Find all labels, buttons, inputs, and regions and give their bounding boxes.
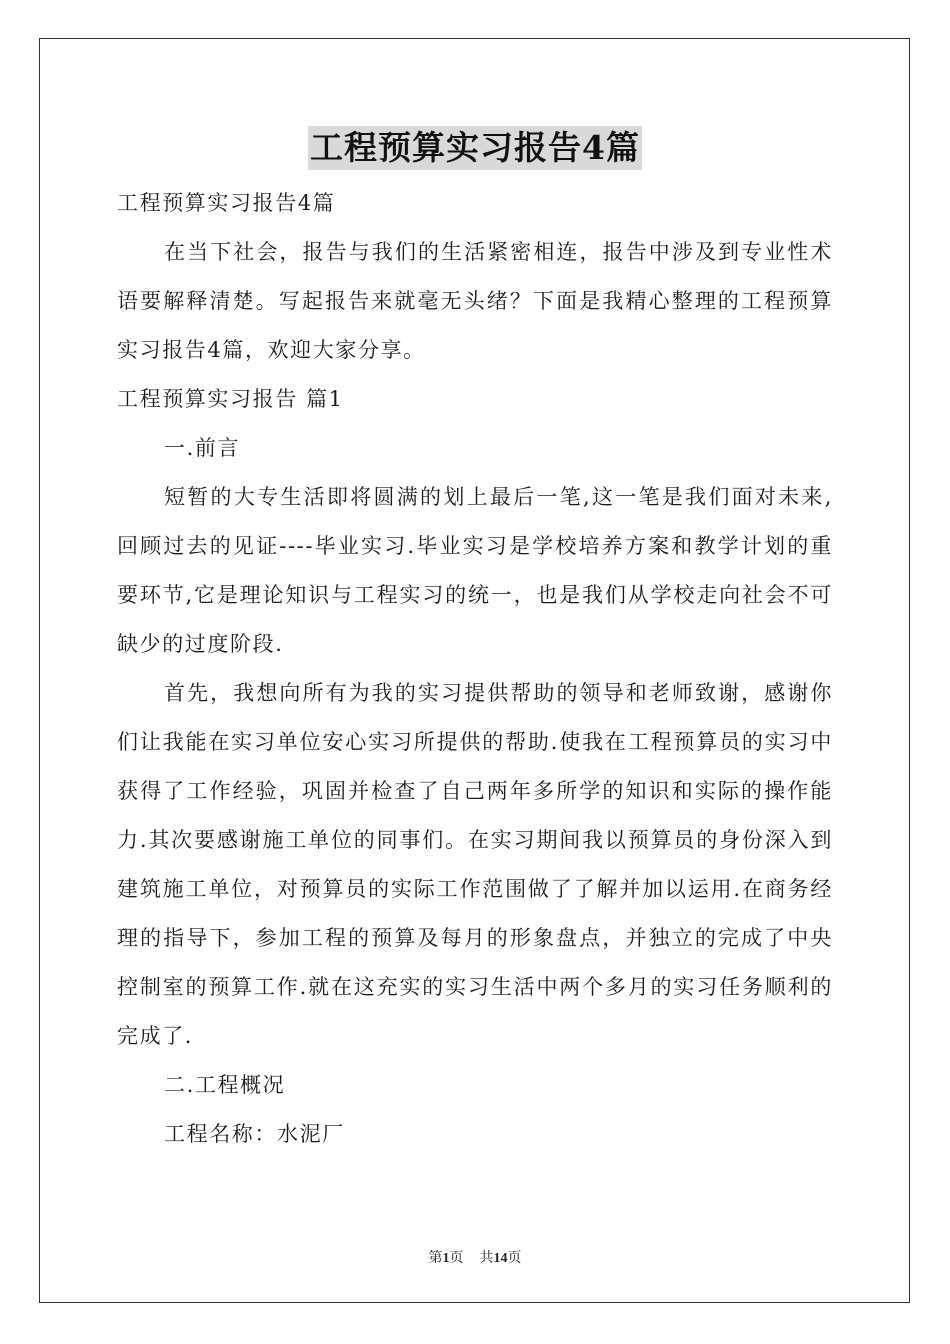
paragraph-project-name: 工程名称：水泥厂 [164,1122,345,1146]
page-prefix: 第 [428,1251,443,1266]
section-heading-preface: 一.前言 [164,436,241,460]
page-footer [0,1247,950,1267]
total-page-count: 14 [493,1251,508,1266]
document-body [117,179,833,1159]
paragraph-thanks: 首先，我想向所有为我的实习提供帮助的领导和老师致谢，感谢你们让我能在实习单位安心实习所提供的帮助.使我在工程预算员的实习中获得了工作经验，巩固并检查了自己两年多所学的知识和实际的操作能力.其次要感谢施工单位的同事们。在实习期间我以预算员的身份深入到建筑施工单位，对预算员的实际工作范围做了了解并加以运用.在商务经理的指导下，参加工程的预算及每月的形象盘点，并独立的完成了中央控制室的预算工作.就在这充实的实习生活中两个多月的实习任务顺利的完成了. [117,681,833,1048]
total-prefix: 共 [479,1251,494,1266]
section-heading-part-1: 工程预算实习报告 篇1 [117,387,344,411]
paragraph-subtitle: 工程预算实习报告4篇 [117,191,336,215]
total-suffix: 页 [507,1251,522,1266]
paragraph-preface: 短暂的大专生活即将圆满的划上最后一笔,这一笔是我们面对未来,回顾过去的见证----毕业实习.毕业实习是学校培养方案和教学计划的重要环节,它是理论知识与工程实习的统一，也是我们从学校走向社会不可缺少的过度阶段. [117,485,833,656]
document-title [0,126,950,172]
page-suffix: 页 [449,1251,464,1266]
current-page-number: 1 [442,1251,450,1266]
paragraph-intro: 在当下社会，报告与我们的生活紧密相连，报告中涉及到专业性术语要解释清楚。写起报告来就毫无头绪？下面是我精心整理的工程预算实习报告4篇，欢迎大家分享。 [117,240,833,362]
document-title-text: 工程预算实习报告4篇 [308,126,642,170]
section-heading-overview: 二.工程概况 [164,1073,286,1097]
